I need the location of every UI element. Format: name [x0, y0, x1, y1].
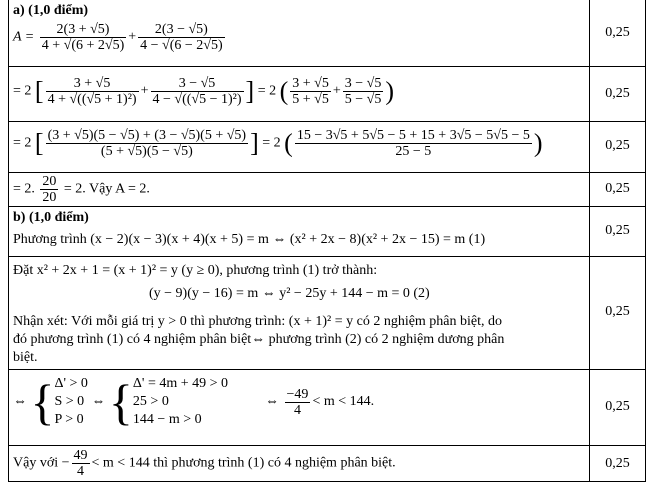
numerator: −49 [286, 386, 309, 402]
denominator: (5 + √5)(5 − √5) [100, 144, 193, 159]
denominator: 4 [77, 464, 85, 479]
row-divider [9, 256, 645, 257]
answer-table [8, 0, 646, 482]
part-a-line-1: A = $\frac{2(3 + √5)}{4 + √(6 + 2√5)}$ + $\frac{2(3 - √5)}{4 - √(6 - 2√5)}$ [13, 22, 223, 53]
numerator: 2(3 − √5) [138, 22, 224, 38]
equivalence-arrow: ⇔ [91, 394, 106, 409]
numerator: 3 − √5 [344, 76, 382, 91]
expr-prefix: = 2. [13, 181, 35, 197]
score-cell: 0,25 [605, 138, 630, 153]
remark-line-3: biệt. [13, 350, 38, 365]
expr-equals: = 2 [257, 83, 277, 99]
denominator: 25 − 5 [395, 144, 432, 159]
numerator: 2(3 + √5) [40, 22, 126, 38]
fraction [285, 387, 311, 418]
numerator: 20 [42, 174, 57, 189]
condition-system: ⇔ { Δ' > 0 S > 0 P > 0 ⇔ { Δ' = 4m + 49 > 0 25 > 0 144 − m > 0 ⇔ $\frac{-49}{4}$ < m < 144. [13, 374, 375, 430]
system-2 [133, 375, 228, 429]
fraction [46, 76, 139, 107]
numerator: 3 + √5 [46, 76, 139, 92]
score-cell: 0,25 [605, 304, 630, 319]
score-cell: 0,25 [605, 456, 630, 471]
score-cell: 0,25 [605, 181, 630, 196]
score-cell: 0,25 [605, 223, 630, 238]
score-cell: 0,25 [605, 86, 630, 101]
conclusion-text: = 2. Vậy A = 2. [63, 181, 150, 197]
final-conclusion [13, 448, 396, 479]
substitution-line: Đặt x² + 2x + 1 = (x + 1)² = y (y ≥ 0), phương trình (1) trở thành: [13, 263, 378, 278]
remark-line-2: đó phương trình (1) có 4 nghiệm phân biệt⇔ phương trình (2) có 2 nghiệm dương phân [13, 332, 505, 347]
score-cell: 0,25 [605, 399, 630, 414]
system-row: Δ' = 4m + 49 > 0 [132, 376, 229, 391]
numerator: (3 + √5)(5 − √5) + (3 − √5)(5 + √5) [47, 128, 247, 143]
fraction [40, 22, 126, 53]
equivalence-arrow: ⇔ [265, 394, 280, 409]
system-row: S > 0 [54, 394, 85, 409]
range-text: < m < 144. [312, 394, 375, 409]
expr-prefix: = 2 [13, 135, 32, 151]
fraction [343, 76, 384, 107]
denominator: 4 [293, 402, 301, 418]
numerator: 49 [73, 448, 88, 463]
part-a-line-4 [13, 174, 150, 205]
expr-prefix: = 2 [13, 83, 32, 99]
denominator: 4 + √((√5 + 1)²) [47, 92, 137, 107]
score-cell: 0,25 [605, 25, 630, 40]
fraction [290, 76, 331, 107]
part-b-title: b) (1,0 điểm) [13, 210, 89, 225]
row-divider [9, 369, 645, 370]
numerator: 3 + √5 [292, 76, 329, 91]
part-a-line-2: = 2 [ $\frac{3 + √5}{\text{4 + √((√5 + 1)²)}}$ + $\frac{3 - √5}{\text{4 − √((√5 − 1)²)}}$ ] = 2 ( $\frac{3 + √5}{5 + √5}$ + $\frac{3 - √5}{5 - √5}$ ) [13, 76, 395, 107]
part-b-equation: Phương trình (x − 2)(x − 3)(x + 4)(x + 5) = m ⇔ (x² + 2x − 8)(x² + 2x − 15) = m (1) [13, 232, 486, 247]
row-divider [9, 121, 645, 122]
system-1 [55, 375, 88, 429]
row-divider [9, 445, 645, 446]
denominator: 20 [42, 190, 57, 205]
numerator: 3 − √5 [151, 76, 244, 92]
quadratic-line: (y − 9)(y − 16) = m ⇔ y² − 25y + 144 − m = 0 (2) [149, 286, 430, 301]
fraction [40, 174, 58, 205]
expr-equals: = 2 [262, 135, 281, 151]
part-a-line-3: = 2 [ $\frac{(3 + √5)(5 - √5) + (3 - √5)(5 + √5)}{(5 + √5)(5 - √5)}$ ] = 2 ( $\frac{15 - 3√5 + 5√5 - 5 + 15 + 3√5 - 5√5 - 5}{25 - 5}$ ) [13, 128, 543, 159]
system-row: 144 − m > 0 [132, 412, 202, 427]
part-a-title: a) (1,0 điểm) [13, 3, 89, 18]
denominator: 5 − √5 [344, 92, 382, 107]
conclusion-prefix: Vậy với − [13, 455, 70, 471]
fraction [295, 128, 532, 159]
fraction [46, 128, 249, 159]
remark-line-1: Nhận xét: Với mỗi giá trị y > 0 thì phương trình: (x + 1)² = y có 2 nghiệm phân biệt, do [13, 314, 503, 329]
numerator: 15 − 3√5 + 5√5 − 5 + 15 + 3√5 − 5√5 − 5 [296, 128, 530, 143]
denominator: 4 − √((√5 − 1)²) [152, 92, 242, 107]
fraction [151, 76, 244, 107]
system-row: P > 0 [54, 412, 84, 427]
equivalence-arrow: ⇔ [13, 394, 27, 409]
fraction [72, 448, 90, 479]
expr-prefix: A = [13, 29, 35, 45]
row-divider [9, 66, 645, 67]
conclusion-text: < m < 144 thì phương trình (1) có 4 nghiệm phân biệt. [91, 455, 396, 471]
denominator: 5 + √5 [292, 92, 329, 107]
denominator: 4 − √(6 − 2√5) [140, 38, 223, 53]
row-divider [9, 172, 645, 173]
fraction [138, 22, 224, 53]
denominator: 4 + √(6 + 2√5) [41, 38, 125, 53]
row-divider [9, 206, 645, 207]
system-row: Δ' > 0 [54, 376, 88, 391]
system-row: 25 > 0 [132, 394, 169, 409]
